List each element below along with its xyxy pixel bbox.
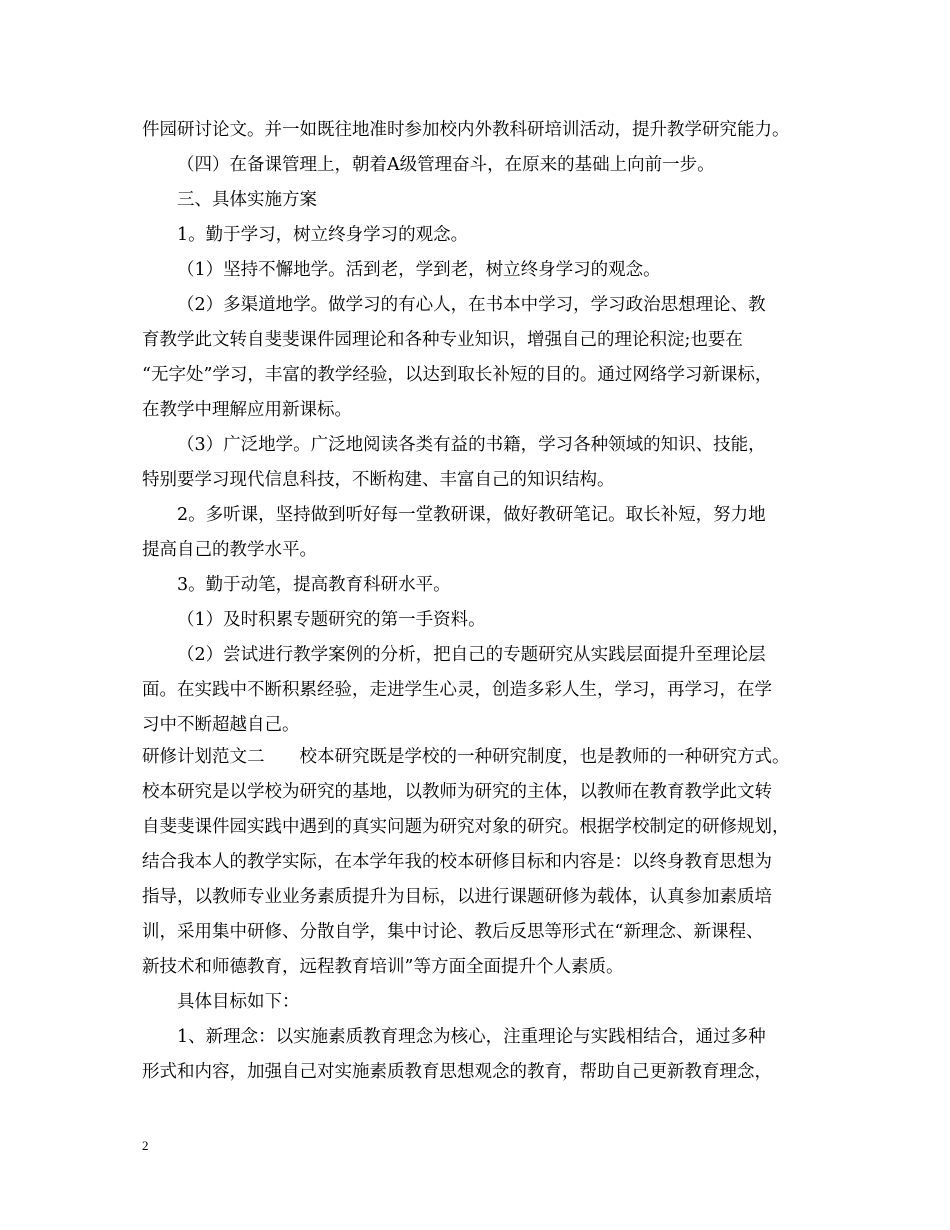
text-line: 提高自己的教学水平。	[142, 540, 317, 560]
text-line: 指导，以教师专业业务素质提升为目标，以进行课题研修为载体，认真参加素质培	[142, 887, 772, 907]
text-line: 1、新理念：以实施素质教育理念为核心，注重理论与实践相结合，通过多种	[177, 1027, 766, 1047]
text-line: （四）在备课管理上，朝着A级管理奋斗，在原来的基础上向前一步。	[177, 155, 715, 175]
text-line: 育教学此文转自斐斐课件园理论和各种专业知识，增强自己的理论积淀;也要在	[142, 330, 743, 350]
text-line: 新技术和师德教育，远程教育培训”等方面全面提升个人素质。	[142, 957, 624, 977]
text-line: 训，采用集中研修、分散自学，集中讨论、教后反思等形式在“新理念、新课程、	[142, 922, 764, 942]
text-line: 研修计划范文二 校本研究既是学校的一种研究制度，也是教师的一种研究方式。	[142, 747, 790, 767]
text-line: （2）尝试进行教学案例的分析，把自己的专题研究从实践层面提升至理论层	[177, 645, 766, 665]
text-line: 结合我本人的教学实际，在本学年我的校本研修目标和内容是：以终身教育思想为	[142, 852, 772, 872]
text-line: （3）广泛地学。广泛地阅读各类有益的书籍，学习各种领域的知识、技能，	[177, 435, 766, 455]
text-line: 自斐斐课件园实践中遇到的真实问题为研究对象的研究。根据学校制定的研修规划，	[142, 817, 790, 837]
text-line: 1。勤于学习，树立终身学习的观念。	[177, 225, 469, 245]
text-line: 2。多听课，坚持做到听好每一堂教研课，做好教研笔记。取长补短，努力地	[177, 505, 766, 525]
text-line: 形式和内容，加强自己对实施素质教育思想观念的教育，帮助自己更新教育理念，	[142, 1062, 772, 1082]
page-number: 2	[142, 1138, 149, 1153]
text-line: （1）及时积累专题研究的第一手资料。	[177, 610, 486, 630]
text-line: （1）坚持不懈地学。活到老，学到老，树立终身学习的观念。	[177, 260, 661, 280]
text-line: 面。在实践中不断积累经验，走进学生心灵，创造多彩人生，学习，再学习，在学	[142, 680, 772, 700]
text-line: 在教学中理解应用新课标。	[142, 400, 352, 420]
text-line: 3。勤于动笔，提高教育科研水平。	[177, 575, 451, 595]
text-line: 习中不断超越自己。	[142, 715, 300, 735]
text-line: 校本研究是以学校为研究的基地，以教师为研究的主体，以教师在教育教学此文转	[142, 782, 772, 802]
section-heading: 三、具体实施方案	[177, 190, 317, 210]
text-line: 具体目标如下：	[177, 992, 300, 1012]
text-line: 件园研讨论文。并一如既往地准时参加校内外教科研培训活动，提升教学研究能力。	[142, 120, 790, 140]
text-line: （2）多渠道地学。做学习的有心人，在书本中学习，学习政治思想理论、教	[177, 295, 766, 315]
text-line: 特别要学习现代信息科技，不断构建、丰富自己的知识结构。	[142, 470, 615, 490]
text-line: “无字处”学习，丰富的教学经验，以达到取长补短的目的。通过网络学习新课标，	[142, 365, 773, 385]
